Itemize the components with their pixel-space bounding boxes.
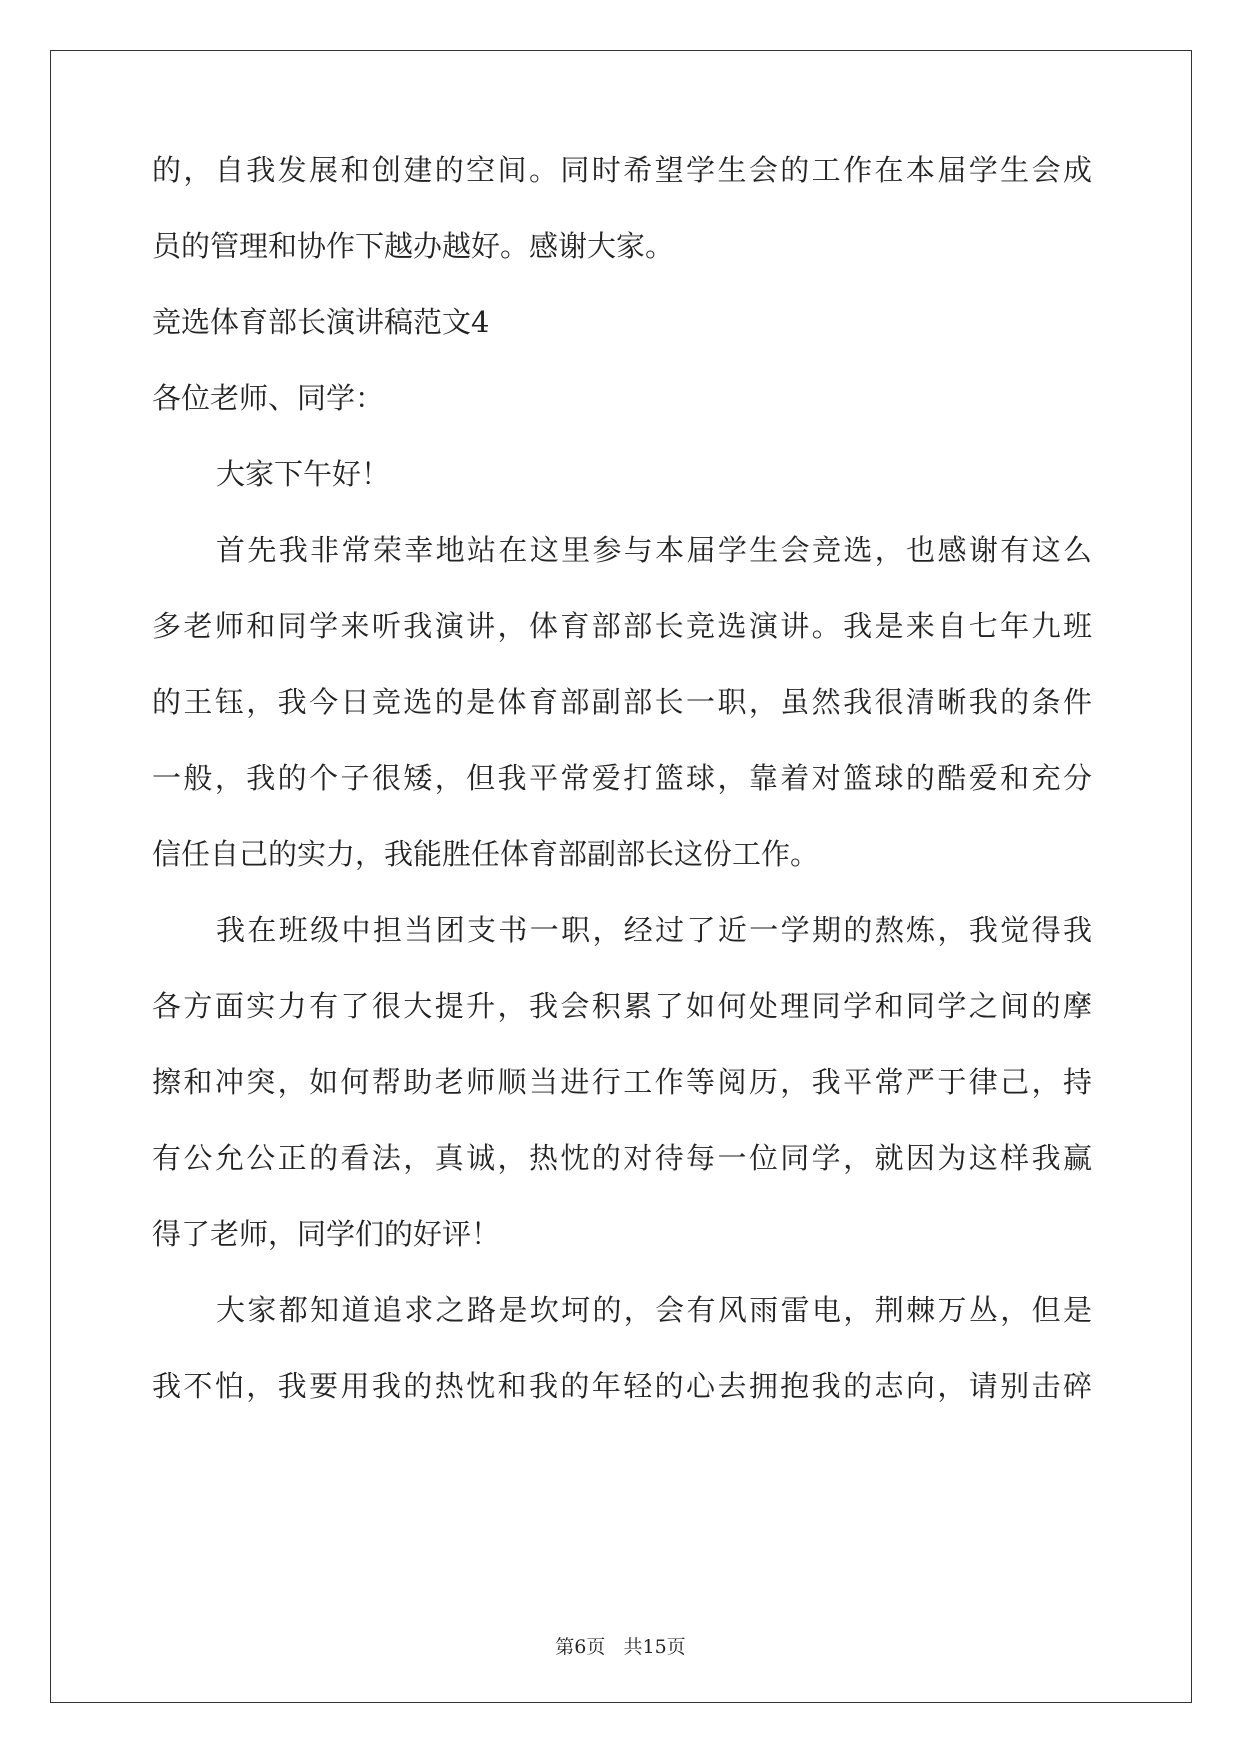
paragraph-line: 的王钰，我今日竞选的是体育部副部长一职，虽然我很清晰我的条件 — [152, 685, 1092, 719]
paragraph-line: 员的管理和协作下越办越好。感谢大家。 — [152, 229, 675, 263]
paragraph-line: 各方面实力有了很大提升，我会积累了如何处理同学和同学之间的摩 — [152, 989, 1092, 1023]
paragraph-line: 的，自我发展和创建的空间。同时希望学生会的工作在本届学生会成 — [152, 153, 1092, 187]
page-footer: 第6页 共15页 — [555, 1636, 686, 1658]
paragraph-line: 我不怕，我要用我的热忱和我的年轻的心去拥抱我的志向，请别击碎 — [152, 1369, 1092, 1403]
paragraph-line: 多老师和同学来听我演讲，体育部部长竞选演讲。我是来自七年九班 — [152, 609, 1092, 643]
paragraph-line: 一般，我的个子很矮，但我平常爱打篮球，靠着对篮球的酷爱和充分 — [152, 761, 1092, 795]
paragraph-line: 我在班级中担当团支书一职，经过了近一学期的熬炼，我觉得我 — [216, 913, 1092, 947]
paragraph-line: 有公允公正的看法，真诚，热忱的对待每一位同学，就因为这样我赢 — [152, 1141, 1092, 1175]
section-heading: 竞选体育部长演讲稿范文4 — [152, 305, 490, 339]
paragraph-line: 信任自己的实力，我能胜任体育部副部长这份工作。 — [152, 837, 820, 871]
salutation: 各位老师、同学： — [152, 381, 385, 415]
page-border — [50, 50, 1192, 1703]
paragraph-line: 擦和冲突，如何帮助老师顺当进行工作等阅历，我平常严于律己，持 — [152, 1065, 1092, 1099]
paragraph-line: 大家都知道追求之路是坎坷的，会有风雨雷电，荆棘万丛，但是 — [216, 1293, 1092, 1327]
greeting: 大家下午好！ — [216, 457, 391, 491]
paragraph-line: 得了老师，同学们的好评！ — [152, 1217, 501, 1251]
paragraph-line: 首先我非常荣幸地站在这里参与本届学生会竞选，也感谢有这么 — [216, 533, 1092, 567]
